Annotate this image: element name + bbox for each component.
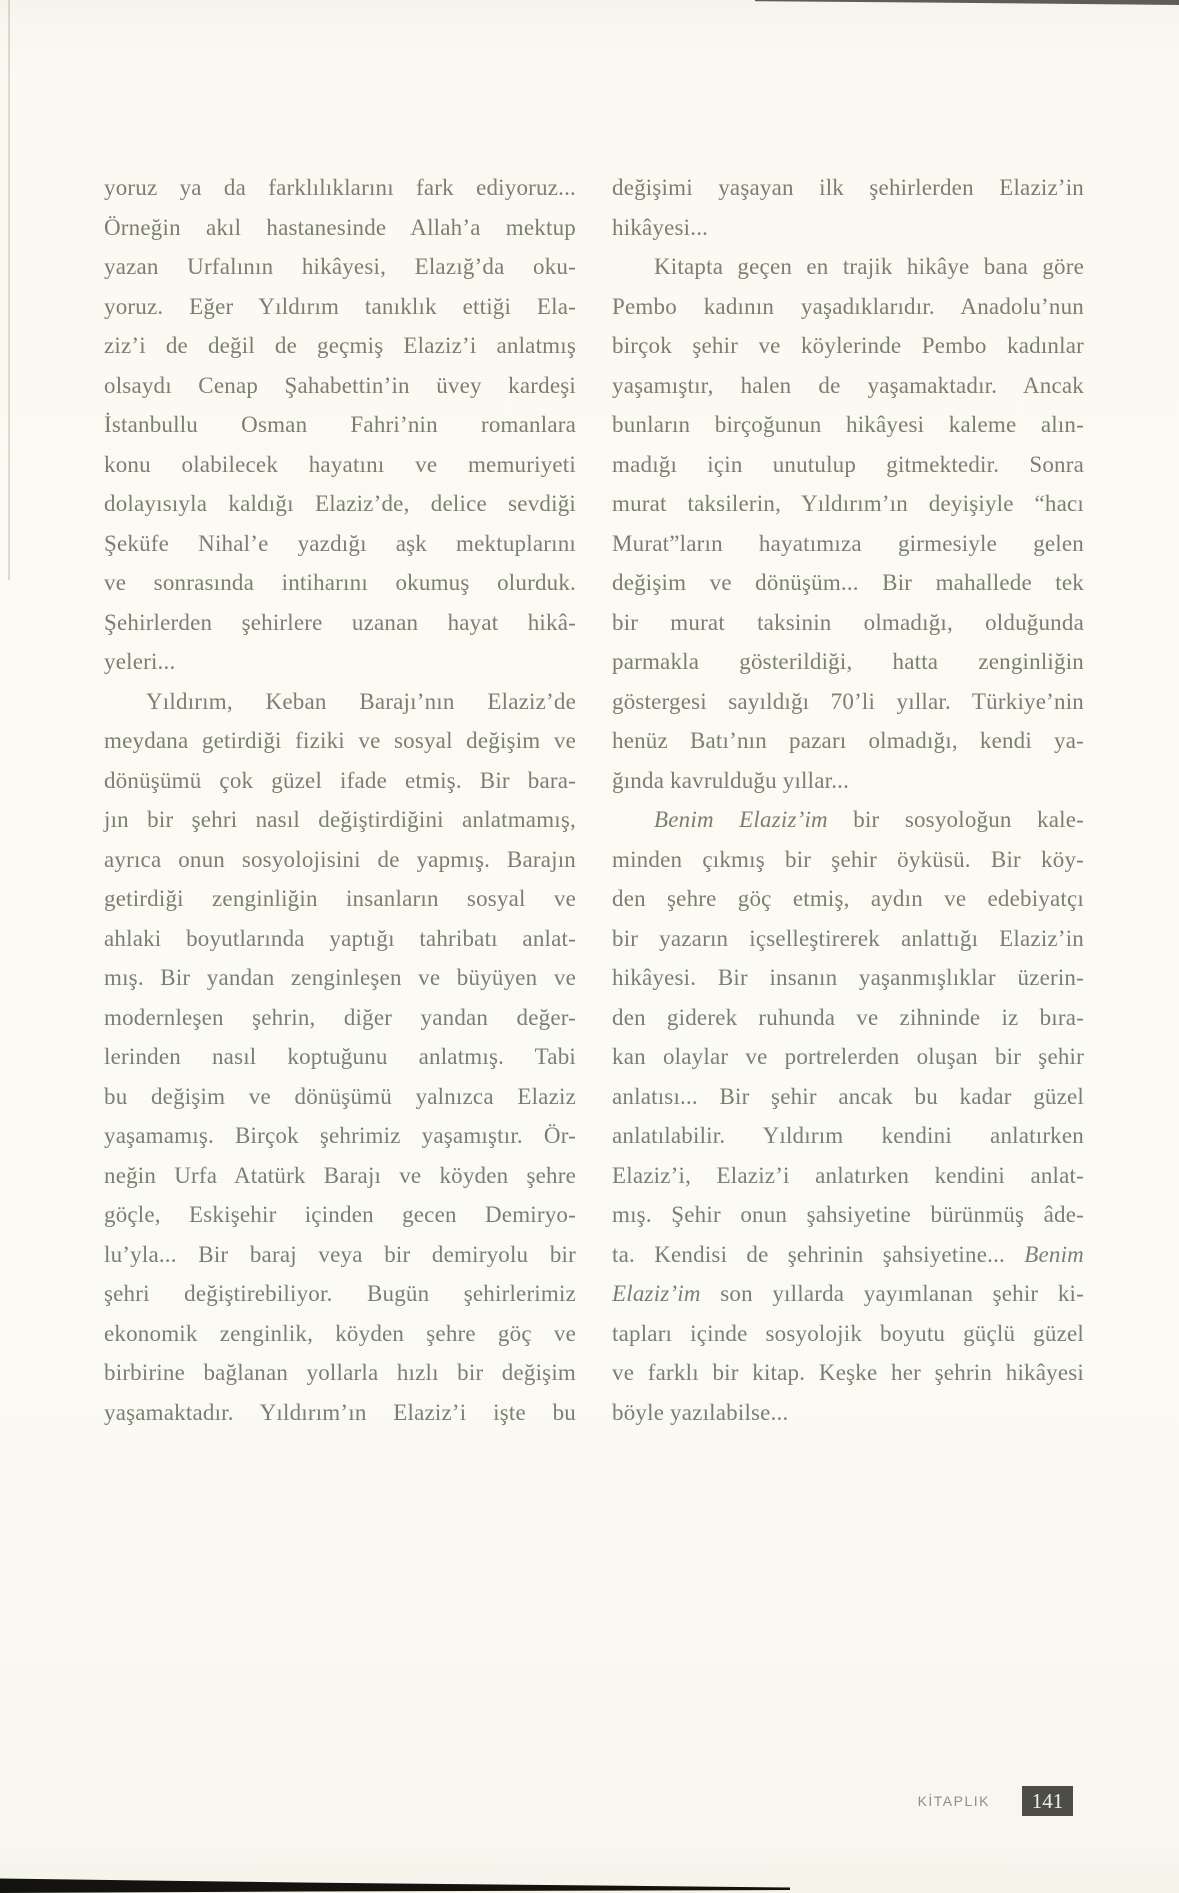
text-line: kan olaylar ve portrelerden oluşan bir şehir — [612, 1044, 1084, 1069]
text-line: hikâyesi. Bir insanın yaşanmışlıklar üzerin- — [612, 965, 1084, 990]
text-line: mış. Şehir onun şahsiyetine bürünmüş âde- — [612, 1202, 1084, 1227]
text-line: dolayısıyla kaldığı Elaziz’de, delice sevdiği — [104, 491, 576, 516]
text-line: jın bir şehri nasıl değiştirdiğini anlatmamış, — [104, 807, 576, 832]
text-line: den giderek ruhunda ve zihninde iz bıra- — [612, 1004, 1084, 1030]
text-line: anlatılabilir. Yıldırım kendini anlatırken — [612, 1123, 1084, 1148]
text-line: yazan Urfalının hikâyesi, Elazığ’da oku- — [104, 254, 576, 279]
article-column-left — [104, 168, 576, 1432]
text-line: hikâyesi... — [612, 214, 709, 240]
article-column-right — [612, 168, 1084, 1432]
text-line: Örneğin akıl hastanesinde Allah’a mektup — [104, 214, 576, 240]
text-line: madığı için unutulup gitmektedir. Sonra — [612, 451, 1084, 477]
text-line: bu değişim ve dönüşümü yalnızca Elaziz — [104, 1083, 576, 1109]
text-line: ve farklı bir kitap. Keşke her şehrin hikâyesi — [612, 1360, 1084, 1385]
text-line: meydana getirdiği fiziki ve sosyal değişim ve — [104, 728, 576, 753]
text-line: bir yazarın içselleştirerek anlattığı Elaziz’in — [612, 925, 1084, 951]
text-line: konu olabilecek hayatını ve memuriyeti — [104, 451, 576, 477]
text-line: göçle, Eskişehir içinden gecen Demiryo- — [104, 1202, 576, 1227]
text-line: parmakla gösterildiği, hatta zenginliğin — [612, 649, 1084, 674]
text-line: Kitapta geçen en trajik hikâye bana göre — [654, 254, 1084, 279]
page-number-badge: 141 — [1022, 1786, 1073, 1816]
text-line: ayrıca onun sosyolojisini de yapmış. Barajın — [104, 846, 576, 872]
text-line: İstanbullu Osman Fahri’nin romanlara — [104, 412, 576, 437]
text-line: anlatısı... Bir şehir ancak bu kadar güzel — [612, 1083, 1084, 1109]
text-line: dönüşümü çok güzel ifade etmiş. Bir bara- — [104, 767, 576, 793]
text-line: böyle yazılabilse... — [612, 1399, 789, 1425]
text-line: Şeküfe Nihal’e yazdığı aşk mektuplarını — [104, 530, 576, 556]
text-line: mış. Bir yandan zenginleşen ve büyüyen ve — [104, 965, 576, 990]
scan-edge-top — [755, 0, 1179, 6]
text-line: yaşamaktadır. Yıldırım’ın Elaziz’i işte bu — [104, 1399, 576, 1425]
text-line: murat taksilerin, Yıldırım’ın deyişiyle “hacı — [612, 491, 1084, 516]
scan-edge-bottom — [0, 1874, 792, 1893]
text-line: getirdiği zenginliğin insanların sosyal ve — [104, 886, 576, 911]
text-line: tapları içinde sosyolojik boyutu güçlü güzel — [612, 1320, 1084, 1346]
text-line: ahlaki boyutlarında yaptığı tahribatı anlat- — [104, 925, 576, 951]
text-line: lu’yla... Bir baraj veya bir demiryolu bir — [104, 1241, 576, 1267]
text-line: Elaziz’im son yıllarda yayımlanan şehir ki- — [612, 1281, 1084, 1306]
text-line: Elaziz’i, Elaziz’i anlatırken kendini anlat- — [612, 1162, 1084, 1188]
text-line: ğında kavrulduğu yıllar... — [612, 767, 850, 793]
text-line: değişim ve dönüşüm... Bir mahallede tek — [612, 570, 1084, 595]
text-line: olsaydı Cenap Şahabettin’in üvey kardeşi — [104, 372, 576, 398]
text-line: bir murat taksinin olmadığı, olduğunda — [612, 609, 1084, 635]
text-line: değişimi yaşayan ilk şehirlerden Elaziz’in — [612, 175, 1084, 200]
text-line: Yıldırım, Keban Barajı’nın Elaziz’de — [146, 688, 576, 714]
text-line: henüz Batı’nın pazarı olmadığı, kendi ya- — [612, 728, 1084, 753]
text-line: birçok şehir ve köylerinde Pembo kadınlar — [612, 333, 1084, 358]
text-line: şehri değiştirebiliyor. Bugün şehirlerimiz — [104, 1281, 576, 1306]
text-line: bunların birçoğunun hikâyesi kaleme alın- — [612, 412, 1084, 437]
text-line: den şehre göç etmiş, aydın ve edebiyatçı — [612, 886, 1084, 911]
text-line: Murat”ların hayatımıza girmesiyle gelen — [612, 530, 1084, 556]
text-line: Benim Elaziz’im bir sosyoloğun kale- — [654, 807, 1084, 832]
text-line: yoruz ya da farklılıklarını fark ediyoruz... — [104, 175, 576, 200]
text-line: ekonomik zenginlik, köyden şehre göç ve — [104, 1320, 576, 1346]
footer-section-label: KİTAPLIK — [917, 1793, 990, 1809]
text-line: minden çıkmış bir şehir öyküsü. Bir köy- — [612, 846, 1084, 872]
text-line: ziz’i de değil de geçmiş Elaziz’i anlatmış — [104, 333, 576, 358]
text-line: modernleşen şehrin, diğer yandan değer- — [104, 1004, 576, 1030]
text-line: Pembo kadının yaşadıklarıdır. Anadolu’nun — [612, 293, 1084, 319]
scan-edge-left — [8, 0, 10, 580]
text-line: yaşamıştır, halen de yaşamaktadır. Ancak — [612, 372, 1084, 398]
text-line: ta. Kendisi de şehrinin şahsiyetine... Benim — [612, 1241, 1084, 1267]
text-line: lerinden nasıl koptuğunu anlatmış. Tabi — [104, 1044, 576, 1069]
text-line: göstergesi sayıldığı 70’li yıllar. Türkiye’nin — [612, 688, 1084, 714]
text-line: ve sonrasında intiharını okumuş olurduk. — [104, 570, 576, 595]
text-line: birbirine bağlanan yollarla hızlı bir değişim — [104, 1360, 576, 1385]
text-line: neğin Urfa Atatürk Barajı ve köyden şehre — [104, 1162, 576, 1188]
text-line: yoruz. Eğer Yıldırım tanıklık ettiği Ela- — [104, 293, 576, 319]
text-line: yeleri... — [104, 649, 176, 674]
text-line: Şehirlerden şehirlere uzanan hayat hikâ- — [104, 609, 576, 635]
text-line: yaşamamış. Birçok şehrimiz yaşamıştır. Ör- — [104, 1123, 576, 1148]
